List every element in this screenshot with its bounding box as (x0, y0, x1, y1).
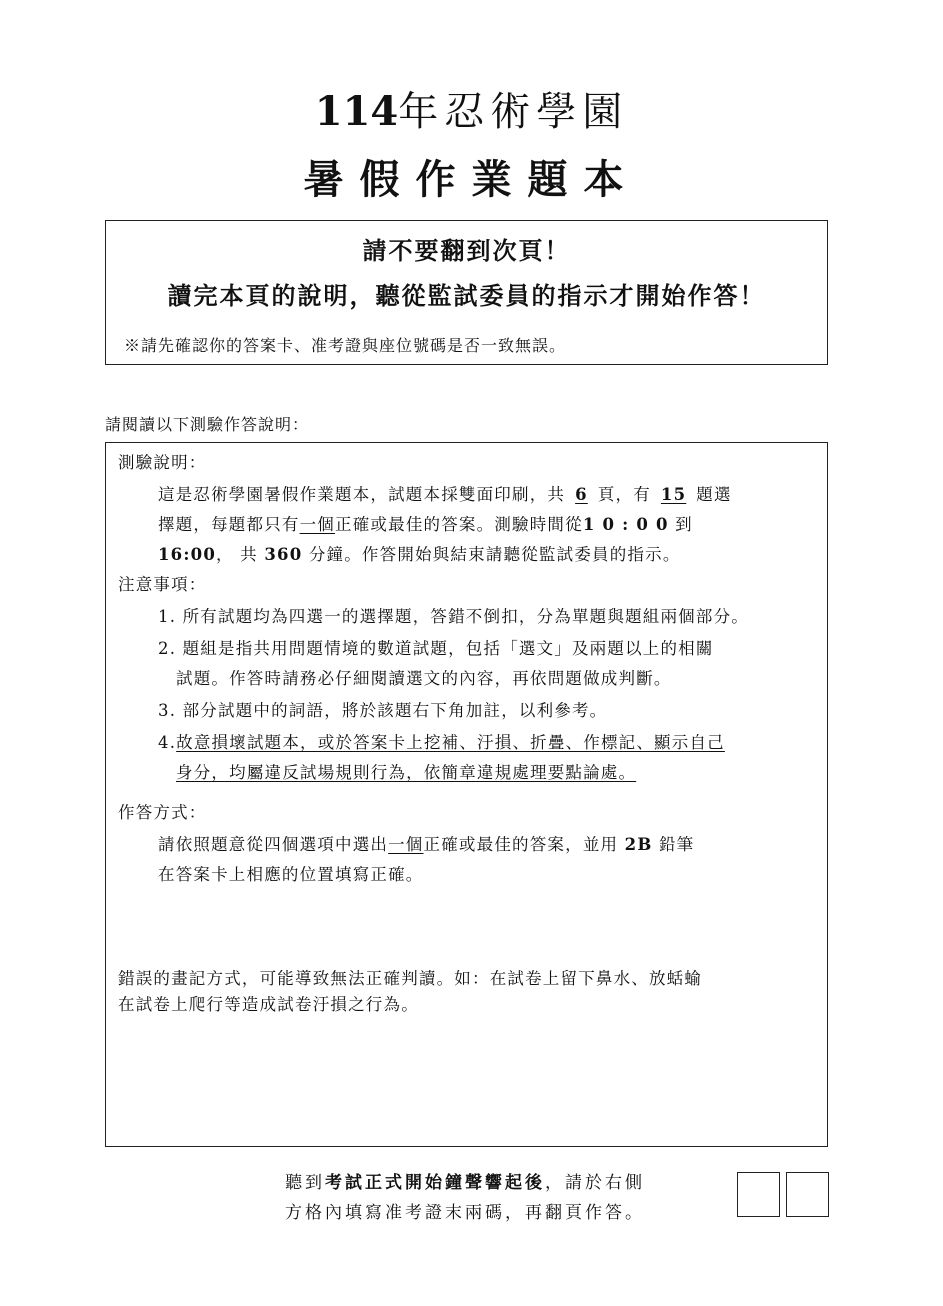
method-text: 鉛筆 (658, 835, 695, 854)
footer-text: 聽到 (285, 1173, 325, 1193)
pencil-grade: 2B (624, 835, 653, 854)
warning-check-card: ※請先確認你的答案卡、准考證與座位號碼是否一致無誤。 (124, 336, 567, 355)
exam-info-text: 分鐘。作答開始與結束請聽從監試委員的指示。 (308, 545, 681, 564)
method-heading: 作答方式： (118, 803, 207, 822)
footer-instruction (285, 1168, 645, 1228)
note-item-2-cont: 試題。作答時請務必仔細閱讀選文的內容，再依問題做成判斷。 (176, 669, 672, 688)
note-item-4-cont (176, 759, 636, 783)
warning-follow-proctor: 讀完本頁的說明，聽從監試委員的指示才開始作答！ (167, 281, 766, 310)
exam-info-line-3 (158, 541, 681, 565)
intro-label: 請閱讀以下測驗作答說明： (105, 415, 310, 434)
exam-info-text: 擇題，每題都只有 (158, 515, 300, 534)
method-line-2: 在答案卡上相應的位置填寫正確。 (158, 865, 424, 884)
exam-info-text: 這是忍術學園暑假作業題本，試題本採雙面印刷，共 (158, 485, 566, 504)
warning-do-not-turn: 請不要翻到次頁！ (362, 236, 571, 265)
exam-year: 114 (314, 88, 399, 135)
question-count: 15 (660, 485, 687, 504)
note-item-4-text-cont: 身分，均屬違反試場規則行為，依簡章違規處理要點論處。 (176, 763, 637, 782)
method-text: 正確或最佳的答案，並用 (423, 835, 619, 854)
instructions-box (105, 442, 828, 1147)
end-time: 16:00 (158, 545, 217, 564)
note-item-number: 4. (158, 733, 177, 752)
footer-text: ，請於右側 (545, 1173, 645, 1193)
page-count: 6 (575, 485, 588, 504)
exam-info-text: 頁，有 (597, 485, 651, 504)
exam-info-text: 題選 (696, 485, 732, 504)
method-line-1 (158, 831, 694, 855)
note-item-4 (158, 729, 725, 753)
booklet-title: 暑假作業題本 (303, 156, 640, 203)
exam-info-text: 到 (675, 515, 693, 534)
exam-info-text: ， 共 (216, 545, 258, 564)
note-item-1: 1. 所有試題均為四選一的選擇題，答錯不倒扣，分為單題與題組兩個部分。 (158, 607, 749, 626)
ticket-digit-box-1[interactable] (737, 1172, 780, 1217)
note-item-3: 3. 部分試題中的詞語，將於該題右下角加註，以利參考。 (158, 701, 608, 720)
errors-line-1: 錯誤的畫記方式，可能導致無法正確判讀。如：在試卷上留下鼻水、放蛞蝓 (118, 969, 703, 988)
ticket-digit-box-2[interactable] (786, 1172, 829, 1217)
school-name: 年忍術學園 (398, 89, 629, 135)
start-time: 1 0 : 0 0 (582, 515, 669, 534)
exam-header-title (0, 80, 943, 137)
duration-minutes: 360 (264, 545, 303, 564)
warning-box (105, 220, 828, 365)
footer-line-2: 方格內填寫准考證末兩碼，再翻頁作答。 (285, 1203, 645, 1223)
note-item-2: 2. 題組是指共用問題情境的數道試題，包括「選文」及兩題以上的相關 (158, 639, 714, 658)
method-text: 請依照題意從四個選項中選出 (158, 835, 389, 854)
exam-info-heading: 測驗說明： (118, 453, 207, 472)
exam-info-line-2 (158, 511, 693, 535)
exam-info-line-1 (158, 481, 732, 505)
footer-bold-text: 考試正式開始鐘聲響起後 (325, 1173, 545, 1193)
note-item-4-text: 故意損壞試題本，或於答案卡上挖補、汙損、折疊、作標記、顯示自己 (176, 733, 725, 752)
errors-line-2: 在試卷上爬行等造成試卷汙損之行為。 (118, 995, 419, 1014)
method-underlined: 一個 (388, 835, 424, 854)
exam-info-underlined: 一個 (299, 515, 336, 534)
footer-line-1 (285, 1168, 645, 1198)
notes-heading: 注意事項： (118, 575, 207, 594)
exam-info-text: 正確或最佳的答案。測驗時間從 (335, 515, 583, 534)
